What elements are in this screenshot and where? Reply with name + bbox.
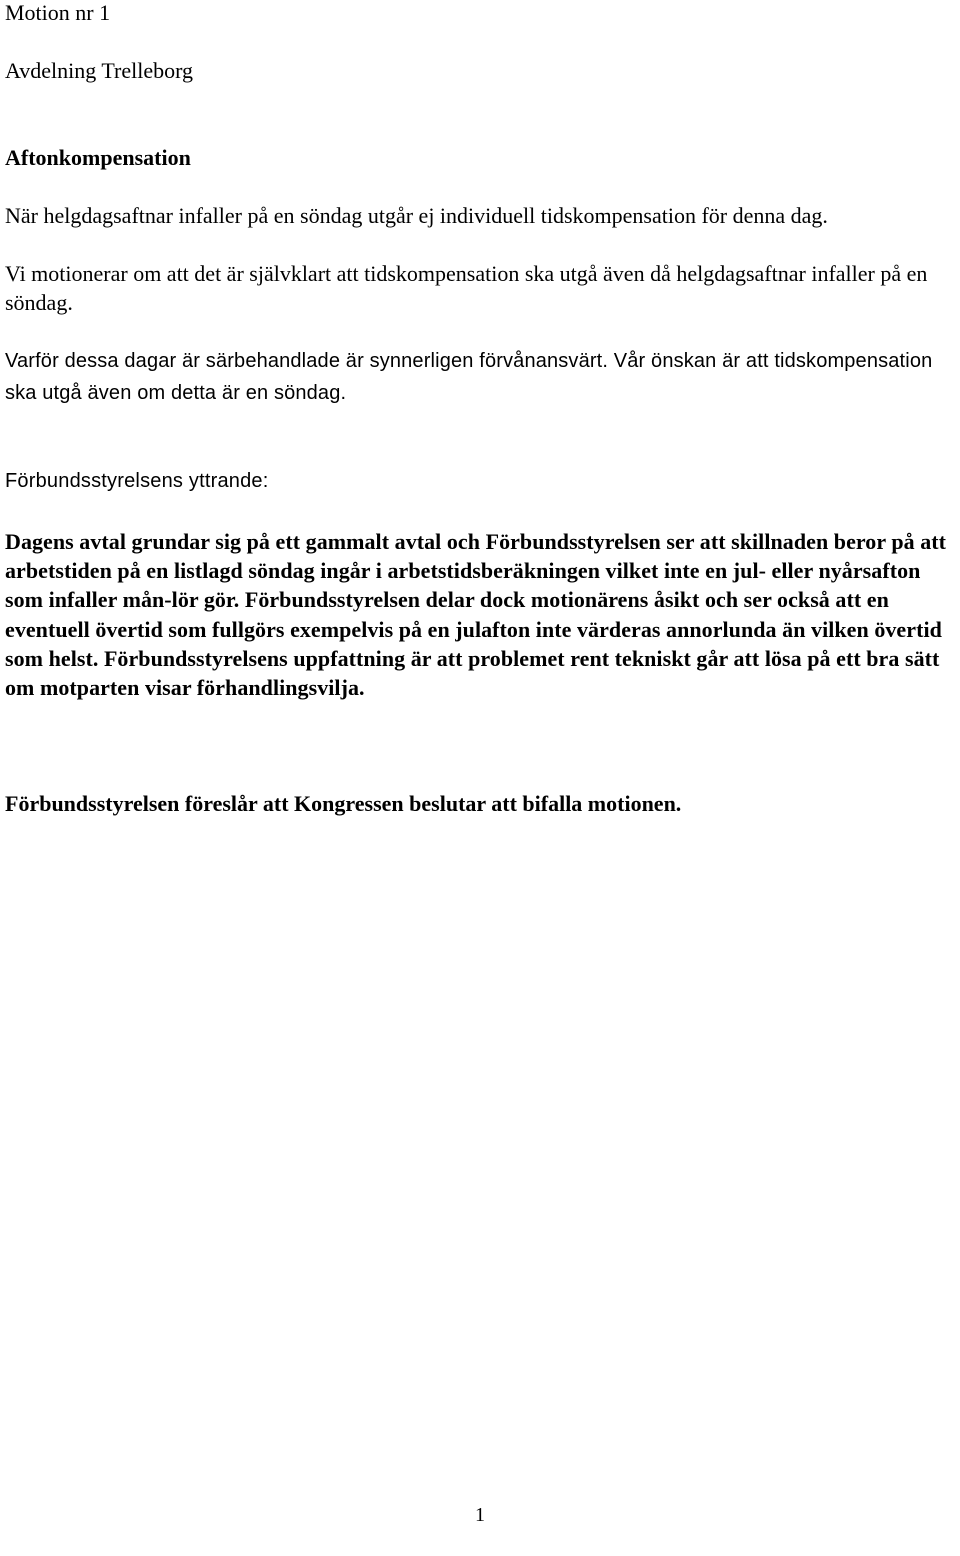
motion-paragraph: När helgdagsaftnar infaller på en söndag utgår ej individuell tidskompensation för denna dag. — [5, 203, 828, 228]
motion-number: Motion nr 1 — [5, 0, 111, 25]
motion-title: Aftonkompensation — [5, 145, 191, 170]
board-statement: Dagens avtal grundar sig på ett gammalt avtal och Förbundsstyrelsen ser att skillnaden beror på att arbetstiden på en listlagd söndag ingår i arbetstidsberäkningen vilket inte en jul- eller nyårsafton som infaller mån-lör gör. Förbundsstyrelsen delar dock motionärens åsikt och ser också att en eventuell övertid som fullgörs exempelvis på en julafton inte värderas annorlunda än vilken övertid som helst. Förbundsstyrelsens uppfattning är att problemet rent tekniskt går att lösa på ett bra sätt om motparten visar förhandlingsvilja. — [5, 529, 947, 701]
board-statement-heading: Förbundsstyrelsens yttrande: — [5, 470, 269, 492]
page-number: 1 — [475, 1504, 485, 1526]
department-name: Avdelning Trelleborg — [5, 58, 194, 83]
motion-paragraph: Varför dessa dagar är särbehandlade är synnerligen förvånansvärt. Vår önskan är att tidskompensation ska utgå även om detta är en söndag. — [5, 350, 933, 404]
board-proposal: Förbundsstyrelsen föreslår att Kongressen beslutar att bifalla motionen. — [5, 791, 682, 816]
motion-paragraph: Vi motionerar om att det är självklart att tidskompensation ska utgå även då helgdagsaftnar infaller på en söndag. — [5, 261, 928, 315]
